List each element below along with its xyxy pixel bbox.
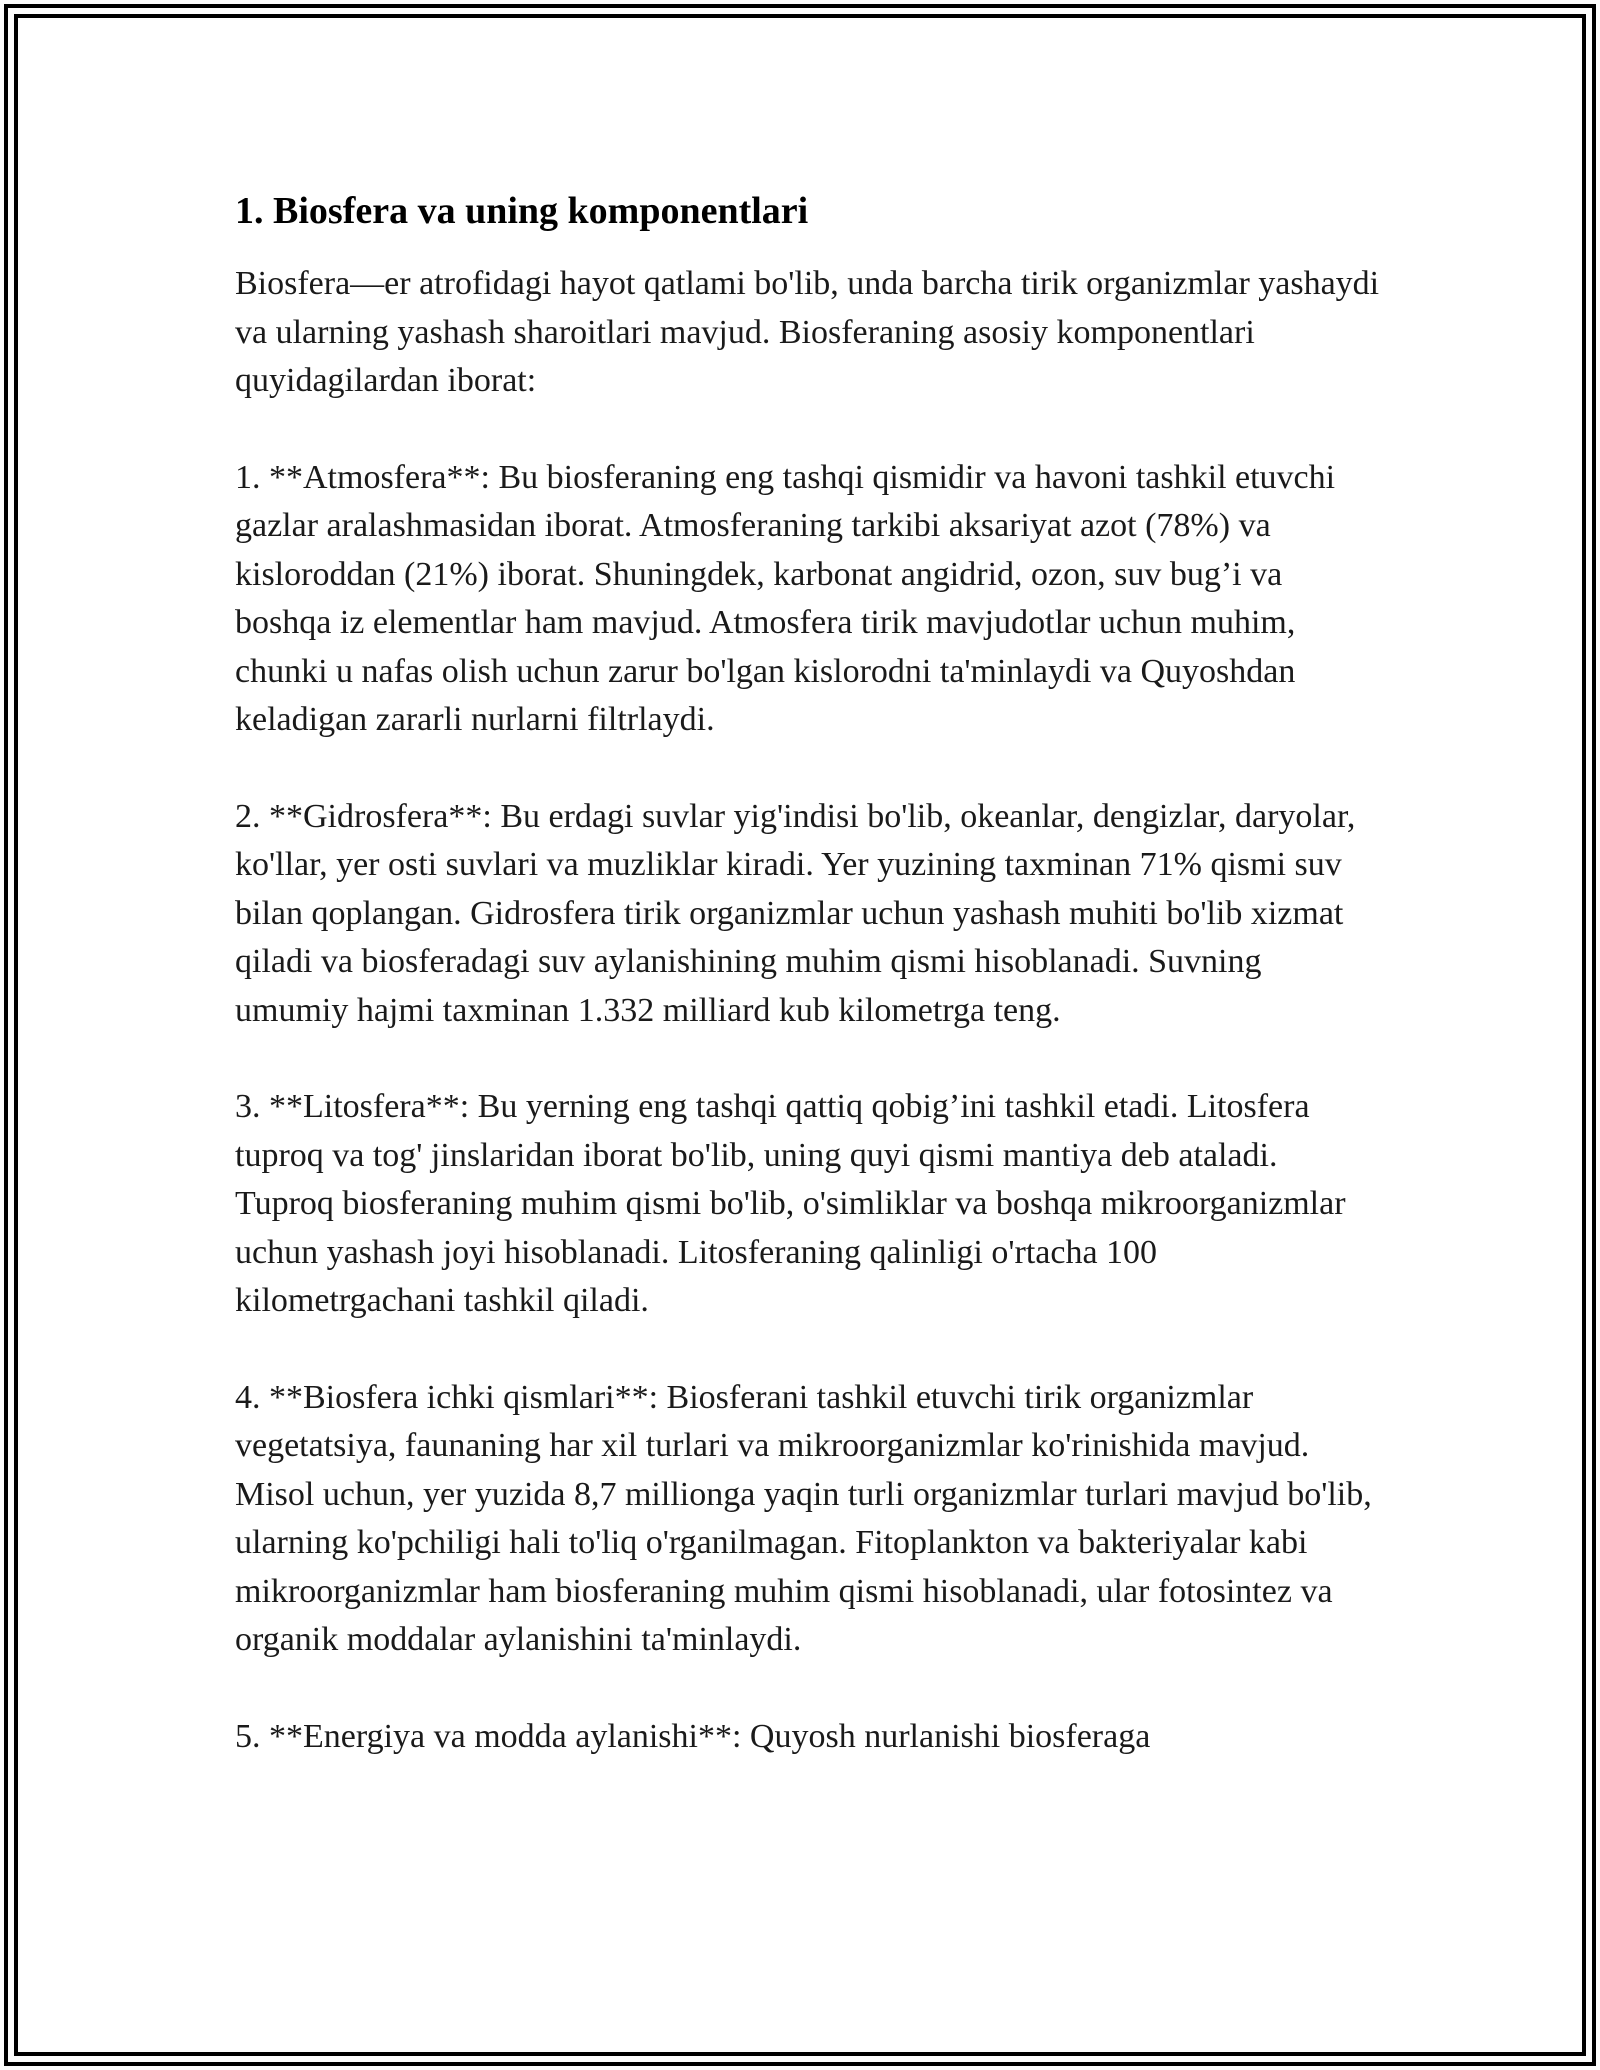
list-item-gidrosfera: 2. **Gidrosfera**: Bu erdagi suvlar yig'indisi bo'lib, okeanlar, dengizlar, daryolar, ko'llar, yer osti suvlari va muzliklar kiradi. Yer yuzining taxminan 71% qismi suv bilan qoplangan. Gidrosfera tirik organizmlar uchun yashash muhiti bo'lib xizmat qiladi va biosferadagi suv aylanishining muhim qismi hisoblanadi. Suvning umumiy hajmi taxminan 1.332 milliard kub kilometrga teng. bbox=[235, 797, 1356, 1029]
document-body bbox=[235, 186, 1380, 1761]
list-item-atmosfera: 1. **Atmosfera**: Bu biosferaning eng tashqi qismidir va havoni tashkil etuvchi gazlar aralashmasidan iborat. Atmosferaning tarkibi aksariyat azot (78%) va kisloroddan (21%) iborat. Shuningdek, karbonat angidrid, ozon, suv bug’i va boshqa iz elementlar ham mavjud. Atmosfera tirik mavjudotlar uchun muhim, chunki u nafas olish uchun zarur bo'lgan kislorodni ta'minlaydi va Quyoshdan keladigan zararli nurlarni filtrlaydi. bbox=[235, 458, 1336, 738]
list-item-litosfera: 3. **Litosfera**: Bu yerning eng tashqi qattiq qobig’ini tashkil etadi. Litosfera tuproq va tog' jinslaridan iborat bo'lib, uning quyi qismi mantiya deb ataladi. Tuproq biosferaning muhim qismi bo'lib, o'simliklar va boshqa mikroorganizmlar uchun yashash joyi hisoblanadi. Litosferaning qalinligi o'rtacha 100 kilometrgachani tashkil qiladi. bbox=[235, 1088, 1346, 1319]
section-title: 1. Biosfera va uning komponentlari bbox=[235, 190, 809, 232]
list-item-energiya-va-modda: 5. **Energiya va modda aylanishi**: Quyosh nurlanishi biosferaga bbox=[235, 1717, 1151, 1755]
list-item-biosfera-ichki-qismlari: 4. **Biosfera ichki qismlari**: Biosferani tashkil etuvchi tirik organizmlar vegetatsiya, faunaning har xil turlari va mikroorganizmlar ko'rinishida mavjud. Misol uchun, yer yuzida 8,7 millionga yaqin turli organizmlar turlari mavjud bo'lib, ularning ko'pchiligi hali to'liq o'rganilmagan. Fitoplankton va bakteriyalar kabi mikroorganizmlar ham biosferaning muhim qismi hisoblanadi, ular fotosintez va organik moddalar aylanishini ta'minlaydi. bbox=[235, 1378, 1372, 1658]
intro-paragraph: Biosfera—er atrofidagi hayot qatlami bo'lib, unda barcha tirik organizmlar yashaydi va ularning yashash sharoitlari mavjud. Biosferaning asosiy komponentlari quyidagilardan iborat: bbox=[235, 265, 1380, 399]
